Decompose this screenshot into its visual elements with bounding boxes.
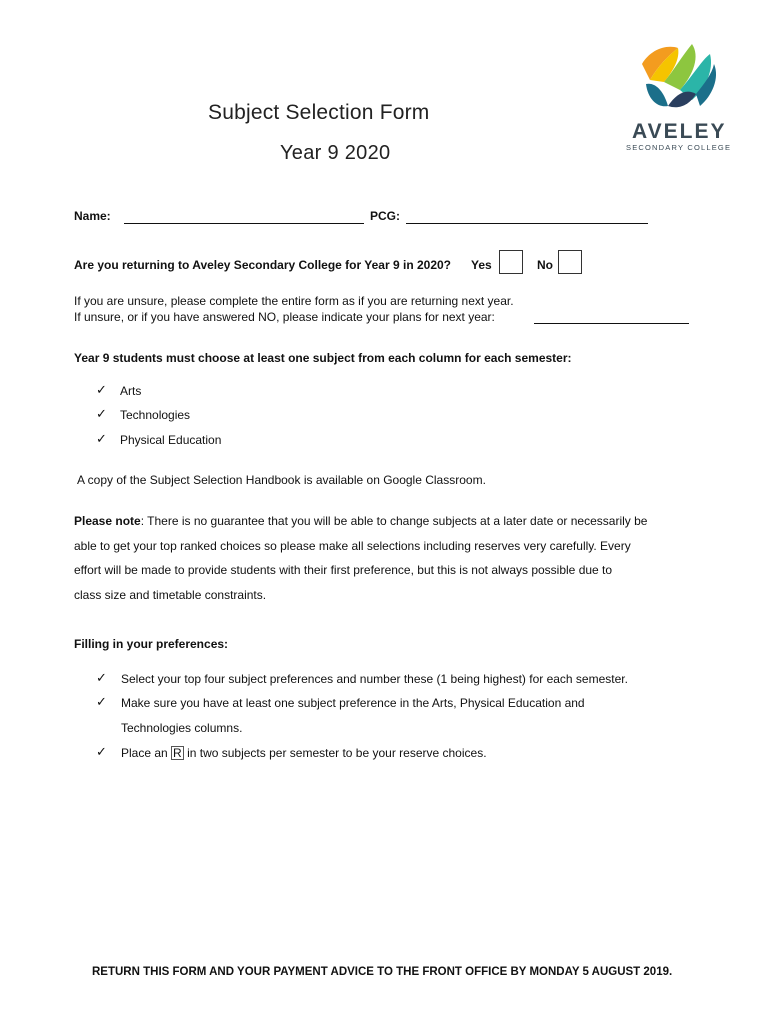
checkmark-icon: ✓ xyxy=(96,744,107,759)
handbook-note: A copy of the Subject Selection Handbook is available on Google Classroom. xyxy=(77,473,486,487)
unsure-line-2: If unsure, or if you have answered NO, please indicate your plans for next year: xyxy=(74,310,495,324)
preference-item-3-pre: Place an xyxy=(121,746,168,760)
column-item-physical-education: Physical Education xyxy=(120,433,222,447)
checkmark-icon: ✓ xyxy=(96,670,107,685)
preference-item-2-line-2: Technologies columns. xyxy=(121,721,243,735)
preference-item-1: Select your top four subject preferences and number these (1 being highest) for each semester. xyxy=(121,672,628,686)
please-note-line-4: class size and timetable constraints. xyxy=(74,587,267,602)
preference-item-2-line-1: Make sure you have at least one subject preference in the Arts, Physical Education and xyxy=(121,696,585,710)
logo-name: AVELEY xyxy=(632,120,727,143)
preference-item-3 xyxy=(121,746,487,760)
column-item-technologies: Technologies xyxy=(120,408,191,422)
pcg-label: PCG: xyxy=(370,209,400,223)
please-note-line-3: effort will be made to provide students with their first preference, but this is not always possible due to xyxy=(74,563,613,577)
name-field[interactable] xyxy=(124,211,364,224)
please-note-label: Please note xyxy=(74,514,141,528)
yes-label: Yes xyxy=(471,258,492,272)
please-note-line-1: : There is no guarantee that you will be able to change subjects at a later date or necessarily be xyxy=(140,514,648,528)
form-title: Subject Selection Form xyxy=(208,101,430,124)
column-item-arts: Arts xyxy=(120,384,142,398)
please-note-line-2: able to get your top ranked choices so please make all selections including reserves very carefully. Every xyxy=(74,538,631,553)
checkmark-icon: ✓ xyxy=(96,431,107,446)
reserve-r-marker: R xyxy=(173,746,182,760)
pcg-field[interactable] xyxy=(406,211,648,224)
form-subtitle: Year 9 2020 xyxy=(280,142,391,164)
please-note xyxy=(74,509,704,607)
checkmark-icon: ✓ xyxy=(96,406,107,421)
footer-instruction: RETURN THIS FORM AND YOUR PAYMENT ADVICE TO THE FRONT OFFICE BY MONDAY 5 AUGUST 2019. xyxy=(92,966,673,978)
no-checkbox[interactable] xyxy=(558,250,582,274)
yes-checkbox[interactable] xyxy=(499,250,523,274)
preferences-heading: Filling in your preferences: xyxy=(74,637,229,651)
unsure-line-1: If you are unsure, please complete the entire form as if you are returning next year. xyxy=(74,294,514,308)
columns-heading: Year 9 students must choose at least one subject from each column for each semester: xyxy=(74,351,572,365)
name-label: Name: xyxy=(74,209,111,223)
preference-item-3-post: in two subjects per semester to be your reserve choices. xyxy=(187,746,487,760)
checkmark-icon: ✓ xyxy=(96,382,107,397)
returning-question: Are you returning to Aveley Secondary College for Year 9 in 2020? xyxy=(74,258,452,272)
logo-subname: SECONDARY COLLEGE xyxy=(626,143,732,152)
plans-field[interactable] xyxy=(534,311,689,324)
no-label: No xyxy=(537,258,553,272)
checkmark-icon: ✓ xyxy=(96,694,107,709)
